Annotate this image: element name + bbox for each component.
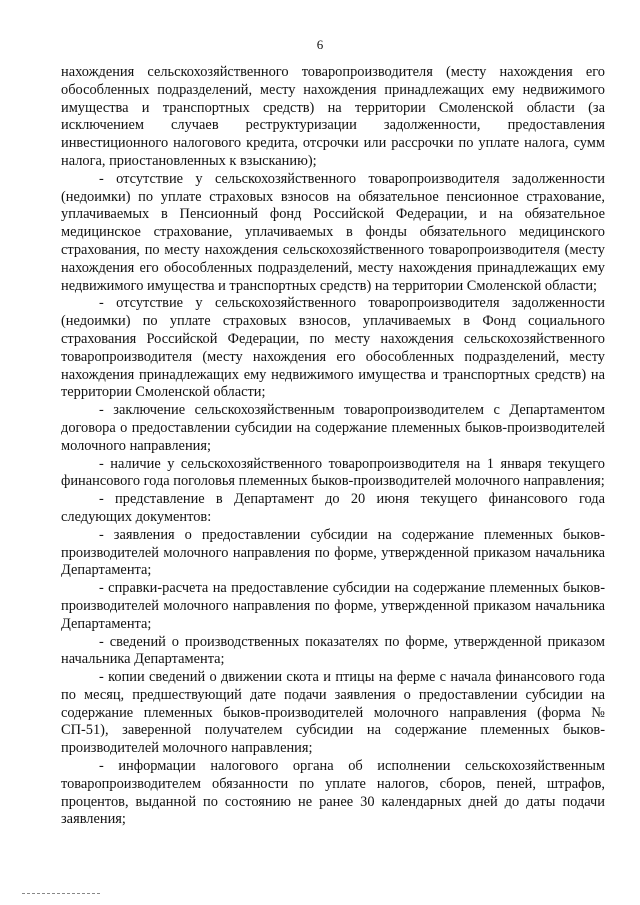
paragraph-subsidy-contract: - заключение сельскохозяйственным товаропроизводителем с Департаментом договора о предоставлении субсидии на содержание племенных быков-производителей молочного направления; <box>61 402 605 454</box>
paragraph-social-insurance-debt: - отсутствие у сельскохозяйственного товаропроизводителя задолженности (недоимки) по уплате страховых взносов, уплачиваемых в Фонд социального страхования Российской Федерации, по месту нахождения сельскохозяйственного товаропроизводителя (месту нахождения его обособленных подразделений, месту нахождения принадлежащих ему недвижимого имущества и транспортных средств) на территории Смоленской области; <box>61 295 605 401</box>
footer-divider <box>22 893 100 894</box>
paragraph-documents-submission: - представление в Департамент до 20 июня текущего финансового года следующих документов: <box>61 491 605 525</box>
paragraph-livestock-presence: - наличие у сельскохозяйственного товаропроизводителя на 1 января текущего финансового года поголовья племенных быков-производителей молочного направления; <box>61 455 605 490</box>
paragraph-tax-authority-info: - информации налогового органа об исполнении сельскохозяйственным товаропроизводителем обязанности по уплате налогов, сборов, пеней, штрафов, процентов, выданной по состоянию не ранее 30 календарных дней до даты подачи заявления; <box>61 758 605 828</box>
paragraph-calculation-certificate: - справки-расчета на предоставление субсидии на содержание племенных быков-производителей молочного направления по форме, утвержденной приказом начальника Департамента; <box>61 580 605 632</box>
paragraph-production-indicators: - сведений о производственных показателях по форме, утвержденной приказом начальника Департамента; <box>61 633 605 668</box>
document-body <box>61 64 605 829</box>
paragraph-pension-insurance-debt: - отсутствие у сельскохозяйственного товаропроизводителя задолженности (недоимки) по уплате страховых взносов на обязательное пенсионное страхование, уплачиваемых в Пенсионный фонд Российской Федерации, и на обязательное медицинское страхование, уплачиваемых в фонды обязательного медицинского страхования, по месту нахождения сельскохозяйственного товаропроизводителя (месту нахождения его обособленных подразделений, месту нахождения принадлежащих ему недвижимого имущества и транспортных средств) на территории Смоленской области; <box>61 170 605 294</box>
paragraph-application: - заявления о предоставлении субсидии на содержание племенных быков-производителей молочного направления по форме, утвержденной приказом начальника Департамента; <box>61 526 605 579</box>
paragraph-livestock-movement-copy: - копии сведений о движении скота и птицы на ферме с начала финансового года по месяц, предшествующий дате подачи заявления о предоставлении субсидии на содержание племенных быков-производителей молочного направления (форма № СП-51), заверенной получателем субсидии на содержание племенных быков-производителей молочного направления; <box>61 669 605 757</box>
page-number: 6 <box>316 37 324 52</box>
paragraph-continuation: нахождения сельскохозяйственного товаропроизводителя (месту нахождения его обособленных подразделений, месту нахождения принадлежащих ему недвижимого имущества и транспортных средств) на территории Смоленской области (за исключением случаев реструктуризации задолженности, предоставления инвестиционного налогового кредита, отсрочки или рассрочки по уплате налога, сумм налога, приостановленных к взысканию); <box>61 64 605 169</box>
